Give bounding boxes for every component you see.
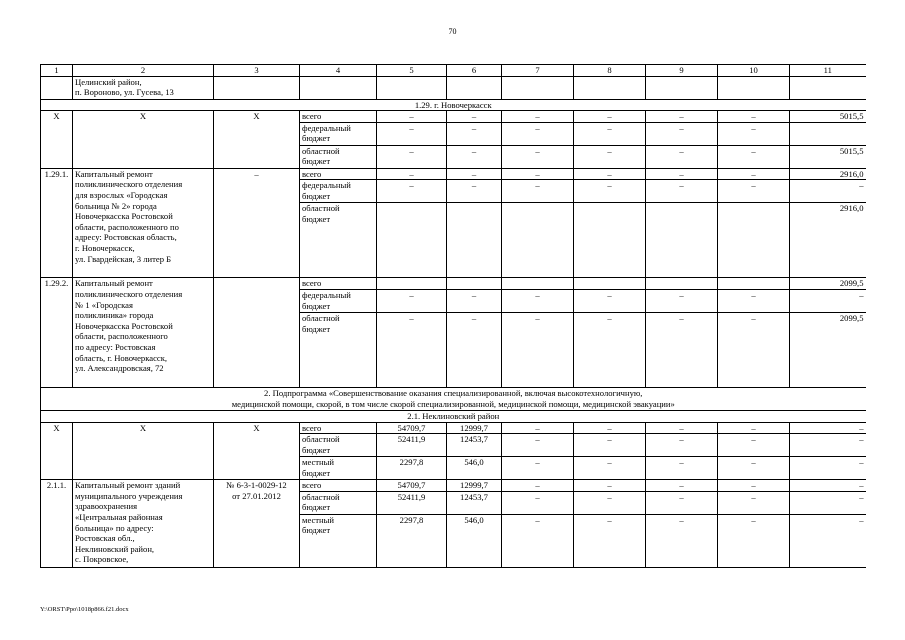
funding-source-cell: областной бюджет: [300, 203, 377, 278]
document-cell: –: [214, 168, 300, 278]
value-cell: –: [502, 514, 574, 567]
value-cell: –: [502, 289, 574, 312]
funding-source-cell: всего: [300, 480, 377, 492]
value-cell: [646, 203, 718, 278]
table-cell: [214, 76, 300, 99]
value-cell: [377, 278, 447, 290]
table-row: [41, 76, 866, 99]
column-header: 8: [574, 65, 646, 77]
value-cell: –: [646, 514, 718, 567]
value-cell: –: [377, 122, 447, 145]
value-cell: [718, 203, 790, 278]
value-cell: –: [790, 289, 866, 312]
funding-source-cell: всего: [300, 422, 377, 434]
value-cell: –: [718, 457, 790, 480]
value-cell: –: [574, 180, 646, 203]
section-heading: 1.29. г. Новочеркасск: [41, 99, 866, 111]
section-heading: 2. Подпрограмма «Совершенствование оказания специализированной, включая высокотехнологичную, медицинской помощи, скорой, в том числе скорой специализированной, медицинской помощи, медицинской эвакуации»: [41, 387, 866, 410]
value-cell: –: [790, 180, 866, 203]
document-cell: [214, 278, 300, 388]
value-cell: –: [502, 168, 574, 180]
value-cell: –: [718, 422, 790, 434]
value-cell: –: [574, 122, 646, 145]
value-cell: [502, 278, 574, 290]
table-cell: [447, 76, 502, 99]
column-header: 2: [73, 65, 214, 77]
value-cell: –: [646, 480, 718, 492]
funding-source-cell: федеральный бюджет: [300, 180, 377, 203]
value-cell: 12453,7: [447, 491, 502, 514]
value-cell: 5015,5: [790, 145, 866, 168]
value-cell: –: [646, 422, 718, 434]
funding-source-cell: федеральный бюджет: [300, 122, 377, 145]
section-row-subprogram-2: [41, 387, 866, 410]
funding-source-cell: всего: [300, 278, 377, 290]
value-cell: [574, 278, 646, 290]
funding-source-cell: областной бюджет: [300, 434, 377, 457]
value-cell: 2916,0: [790, 203, 866, 278]
financing-table: [40, 64, 866, 568]
value-cell: 12999,7: [447, 422, 502, 434]
column-header: 1: [41, 65, 73, 77]
value-cell: –: [502, 180, 574, 203]
value-cell: 54709,7: [377, 422, 447, 434]
table-row: [41, 168, 866, 180]
table-row: [41, 278, 866, 290]
funding-source-cell: областной бюджет: [300, 491, 377, 514]
value-cell: –: [790, 457, 866, 480]
value-cell: –: [718, 491, 790, 514]
table-cell: [300, 76, 377, 99]
value-cell: –: [718, 180, 790, 203]
value-cell: –: [718, 312, 790, 387]
value-cell: [447, 278, 502, 290]
value-cell: 2916,0: [790, 168, 866, 180]
funding-source-cell: местный бюджет: [300, 514, 377, 567]
object-name-cell: Целинский район, п. Вороново, ул. Гусева, 13: [73, 76, 214, 99]
funding-source-cell: областной бюджет: [300, 145, 377, 168]
section-row-neklinovsky: [41, 410, 866, 422]
value-cell: –: [790, 491, 866, 514]
table-cell: [718, 76, 790, 99]
value-cell: –: [718, 289, 790, 312]
row-number-cell: 1.29.1.: [41, 168, 73, 278]
value-cell: –: [646, 491, 718, 514]
value-cell: –: [502, 145, 574, 168]
value-cell: 2099,5: [790, 278, 866, 290]
row-number-cell: 1.29.2.: [41, 278, 73, 388]
value-cell: –: [718, 434, 790, 457]
value-cell: –: [574, 434, 646, 457]
value-cell: 54709,7: [377, 480, 447, 492]
value-cell: –: [377, 312, 447, 387]
value-cell: –: [502, 480, 574, 492]
object-name-cell: Капитальный ремонт зданий муниципального учреждения здравоохранения «Центральная районная больница» по адресу: Ростовская обл., Неклиновский район, с. Покровское,: [73, 480, 214, 568]
value-cell: –: [646, 180, 718, 203]
document-cell: Х: [214, 422, 300, 480]
value-cell: 2297,8: [377, 457, 447, 480]
value-cell: –: [718, 480, 790, 492]
value-cell: 52411,9: [377, 491, 447, 514]
value-cell: –: [574, 145, 646, 168]
value-cell: –: [790, 480, 866, 492]
value-cell: –: [502, 422, 574, 434]
value-cell: –: [447, 168, 502, 180]
value-cell: –: [377, 111, 447, 123]
section-heading: 2.1. Неклиновский район: [41, 410, 866, 422]
value-cell: [447, 203, 502, 278]
table-cell: [646, 76, 718, 99]
file-path-footer: Y:\ORST\Ppo\1018p866.f21.docx: [40, 606, 129, 613]
value-cell: 12999,7: [447, 480, 502, 492]
value-cell: –: [646, 168, 718, 180]
value-cell: [790, 122, 866, 145]
value-cell: –: [790, 514, 866, 567]
value-cell: 52411,9: [377, 434, 447, 457]
value-cell: –: [447, 180, 502, 203]
value-cell: 546,0: [447, 457, 502, 480]
value-cell: [377, 203, 447, 278]
value-cell: –: [718, 168, 790, 180]
funding-source-cell: областной бюджет: [300, 312, 377, 387]
value-cell: [502, 203, 574, 278]
table-cell: [502, 76, 574, 99]
funding-source-cell: местный бюджет: [300, 457, 377, 480]
value-cell: –: [447, 122, 502, 145]
column-header: 4: [300, 65, 377, 77]
row-number-cell: Х: [41, 422, 73, 480]
value-cell: –: [646, 434, 718, 457]
value-cell: –: [574, 480, 646, 492]
value-cell: –: [574, 514, 646, 567]
value-cell: [718, 278, 790, 290]
value-cell: –: [447, 312, 502, 387]
column-header: 5: [377, 65, 447, 77]
value-cell: –: [574, 457, 646, 480]
table-cell: [41, 76, 73, 99]
value-cell: –: [646, 122, 718, 145]
value-cell: –: [377, 145, 447, 168]
value-cell: –: [447, 111, 502, 123]
column-header: 3: [214, 65, 300, 77]
value-cell: –: [718, 514, 790, 567]
column-header: 6: [447, 65, 502, 77]
value-cell: –: [574, 312, 646, 387]
value-cell: –: [646, 111, 718, 123]
column-header: 11: [790, 65, 866, 77]
table-header-row: [41, 65, 866, 77]
value-cell: –: [646, 289, 718, 312]
value-cell: –: [502, 111, 574, 123]
table-cell: [574, 76, 646, 99]
value-cell: –: [377, 180, 447, 203]
value-cell: [574, 203, 646, 278]
value-cell: –: [377, 289, 447, 312]
value-cell: –: [646, 312, 718, 387]
table-row: [41, 480, 866, 492]
value-cell: 2099,5: [790, 312, 866, 387]
document-cell: № 6-3-1-0029-12 от 27.01.2012: [214, 480, 300, 568]
funding-source-cell: всего: [300, 168, 377, 180]
value-cell: [646, 278, 718, 290]
value-cell: –: [790, 422, 866, 434]
value-cell: –: [502, 122, 574, 145]
table-row: [41, 422, 866, 434]
value-cell: –: [447, 145, 502, 168]
object-name-cell: Х: [73, 111, 214, 169]
value-cell: –: [447, 289, 502, 312]
value-cell: 12453,7: [447, 434, 502, 457]
page-number: 70: [448, 27, 457, 36]
row-number-cell: 2.1.1.: [41, 480, 73, 568]
value-cell: –: [502, 312, 574, 387]
value-cell: –: [574, 168, 646, 180]
value-cell: –: [646, 145, 718, 168]
funding-source-cell: всего: [300, 111, 377, 123]
value-cell: 5015,5: [790, 111, 866, 123]
document-cell: Х: [214, 111, 300, 169]
object-name-cell: Капитальный ремонт поликлинического отделения № 1 «Городская поликлиника» города Новочеркасска Ростовской области, расположенного по адресу: Ростовская область, г. Новочеркасск, ул. Александровская, 72: [73, 278, 214, 388]
object-name-cell: Капитальный ремонт поликлинического отделения для взрослых «Городская больница № 2» города Новочеркасска Ростовской области, расположенного по адресу: Ростовская область, г. Новочеркасск, ул. Гвардейская, 3 литер Б: [73, 168, 214, 278]
value-cell: 546,0: [447, 514, 502, 567]
section-row-novocherkassk: [41, 99, 866, 111]
table-cell: [377, 76, 447, 99]
row-number-cell: Х: [41, 111, 73, 169]
column-header: 9: [646, 65, 718, 77]
value-cell: –: [502, 434, 574, 457]
value-cell: –: [574, 111, 646, 123]
value-cell: –: [718, 145, 790, 168]
value-cell: –: [718, 122, 790, 145]
value-cell: –: [377, 168, 447, 180]
object-name-cell: Х: [73, 422, 214, 480]
value-cell: –: [502, 491, 574, 514]
column-header: 10: [718, 65, 790, 77]
table-row: [41, 111, 866, 123]
funding-source-cell: федеральный бюджет: [300, 289, 377, 312]
value-cell: –: [790, 434, 866, 457]
table-cell: [790, 76, 866, 99]
column-header: 7: [502, 65, 574, 77]
value-cell: –: [502, 457, 574, 480]
value-cell: –: [646, 457, 718, 480]
value-cell: –: [574, 491, 646, 514]
value-cell: –: [718, 111, 790, 123]
value-cell: –: [574, 422, 646, 434]
value-cell: –: [574, 289, 646, 312]
value-cell: 2297,8: [377, 514, 447, 567]
